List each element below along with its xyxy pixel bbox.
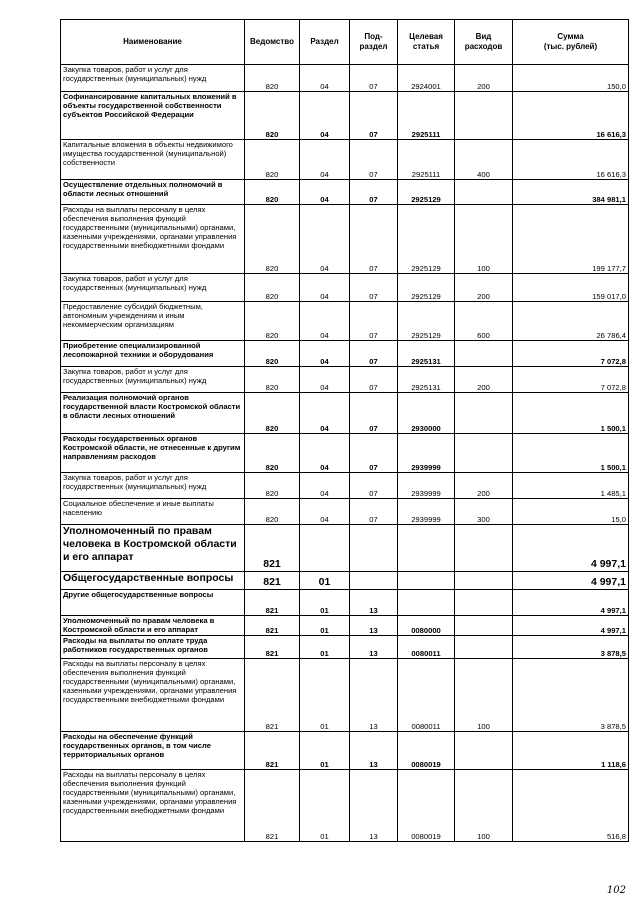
cell-name: Расходы на выплаты персоналу в целях обеспечения выполнения функций государственными (муниципальными) органами, казенными учреждениями, органами управления государственными внебюджетными фондами bbox=[61, 770, 245, 842]
cell-subsection bbox=[350, 572, 398, 590]
cell-subsection: 13 bbox=[350, 659, 398, 732]
cell-name: Софинансирование капитальных вложений в объекты государственной собственности субъектов Российской Федерации bbox=[61, 92, 245, 140]
cell-exptype bbox=[455, 525, 513, 572]
cell-section: 04 bbox=[300, 92, 350, 140]
cell-dept: 820 bbox=[245, 302, 300, 341]
cell-subsection: 07 bbox=[350, 393, 398, 434]
cell-dept: 820 bbox=[245, 367, 300, 393]
cell-name: Закупка товаров, работ и услуг для государственных (муниципальных) нужд bbox=[61, 473, 245, 499]
cell-target: 2930000 bbox=[398, 393, 455, 434]
cell-target bbox=[398, 590, 455, 616]
cell-dept: 820 bbox=[245, 473, 300, 499]
table-row bbox=[61, 92, 629, 140]
cell-dept: 820 bbox=[245, 205, 300, 274]
cell-section: 01 bbox=[300, 572, 350, 590]
cell-name: Капитальные вложения в объекты недвижимого имущества государственной (муниципальной) собственности bbox=[61, 140, 245, 180]
table-row bbox=[61, 367, 629, 393]
cell-sum: 7 072,8 bbox=[513, 367, 629, 393]
cell-subsection: 07 bbox=[350, 65, 398, 92]
cell-target: 2925111 bbox=[398, 140, 455, 180]
table-row bbox=[61, 770, 629, 842]
cell-subsection: 13 bbox=[350, 732, 398, 770]
cell-subsection: 07 bbox=[350, 341, 398, 367]
cell-exptype: 300 bbox=[455, 499, 513, 525]
cell-name: Расходы государственных органов Костромской области, не отнесенные к другим направлениям расходов bbox=[61, 434, 245, 473]
cell-target: 2939999 bbox=[398, 434, 455, 473]
table-row bbox=[61, 434, 629, 473]
table-row bbox=[61, 205, 629, 274]
budget-table bbox=[60, 19, 629, 842]
cell-sum: 7 072,8 bbox=[513, 341, 629, 367]
cell-name: Реализация полномочий органов государственной власти Костромской области в области лесных отношений bbox=[61, 393, 245, 434]
cell-sum: 516,8 bbox=[513, 770, 629, 842]
cell-exptype: 600 bbox=[455, 302, 513, 341]
cell-dept: 820 bbox=[245, 434, 300, 473]
cell-section: 04 bbox=[300, 341, 350, 367]
cell-exptype: 200 bbox=[455, 473, 513, 499]
cell-exptype bbox=[455, 180, 513, 205]
cell-name: Расходы на выплаты персоналу в целях обеспечения выполнения функций государственными (муниципальными) органами, казенными учреждениями, органами управления государственными внебюджетными фондами bbox=[61, 205, 245, 274]
cell-subsection: 07 bbox=[350, 92, 398, 140]
table-row bbox=[61, 590, 629, 616]
cell-dept: 820 bbox=[245, 92, 300, 140]
cell-exptype: 200 bbox=[455, 274, 513, 302]
cell-sum: 1 118,6 bbox=[513, 732, 629, 770]
cell-exptype bbox=[455, 92, 513, 140]
cell-exptype bbox=[455, 572, 513, 590]
cell-name: Расходы на выплаты персоналу в целях обеспечения выполнения функций государственными (муниципальными) органами, казенными учреждениями, органами управления государственными внебюджетными фондами bbox=[61, 659, 245, 732]
cell-target: 2924001 bbox=[398, 65, 455, 92]
table-header-row bbox=[61, 20, 629, 65]
header-name: Наименование bbox=[61, 20, 245, 65]
cell-subsection: 13 bbox=[350, 770, 398, 842]
cell-section: 04 bbox=[300, 140, 350, 180]
cell-dept: 820 bbox=[245, 274, 300, 302]
cell-exptype: 100 bbox=[455, 770, 513, 842]
cell-subsection: 13 bbox=[350, 616, 398, 636]
cell-target bbox=[398, 572, 455, 590]
table-row bbox=[61, 525, 629, 572]
cell-subsection: 07 bbox=[350, 434, 398, 473]
table-row bbox=[61, 393, 629, 434]
cell-subsection bbox=[350, 525, 398, 572]
cell-target: 2925129 bbox=[398, 302, 455, 341]
cell-target: 0080019 bbox=[398, 732, 455, 770]
cell-section: 04 bbox=[300, 302, 350, 341]
table-row bbox=[61, 572, 629, 590]
cell-subsection: 13 bbox=[350, 636, 398, 659]
cell-dept: 821 bbox=[245, 572, 300, 590]
cell-exptype bbox=[455, 393, 513, 434]
cell-subsection: 07 bbox=[350, 473, 398, 499]
cell-section: 01 bbox=[300, 616, 350, 636]
cell-section: 01 bbox=[300, 659, 350, 732]
cell-name: Приобретение специализированной лесопожарной техники и оборудования bbox=[61, 341, 245, 367]
cell-dept: 821 bbox=[245, 770, 300, 842]
cell-target: 2925131 bbox=[398, 341, 455, 367]
cell-section: 01 bbox=[300, 732, 350, 770]
cell-section: 01 bbox=[300, 590, 350, 616]
cell-dept: 821 bbox=[245, 659, 300, 732]
cell-name: Расходы на выплаты по оплате труда работников государственных органов bbox=[61, 636, 245, 659]
cell-subsection: 07 bbox=[350, 140, 398, 180]
cell-subsection: 13 bbox=[350, 590, 398, 616]
table-row bbox=[61, 341, 629, 367]
cell-subsection: 07 bbox=[350, 302, 398, 341]
cell-exptype bbox=[455, 636, 513, 659]
cell-target: 2925111 bbox=[398, 92, 455, 140]
cell-sum: 16 616,3 bbox=[513, 140, 629, 180]
cell-dept: 820 bbox=[245, 180, 300, 205]
cell-name: Закупка товаров, работ и услуг для государственных (муниципальных) нужд bbox=[61, 65, 245, 92]
cell-sum: 4 997,1 bbox=[513, 590, 629, 616]
cell-name: Другие общегосударственные вопросы bbox=[61, 590, 245, 616]
cell-exptype: 100 bbox=[455, 659, 513, 732]
cell-sum: 4 997,1 bbox=[513, 572, 629, 590]
cell-exptype bbox=[455, 616, 513, 636]
cell-subsection: 07 bbox=[350, 205, 398, 274]
table-row bbox=[61, 302, 629, 341]
cell-exptype: 200 bbox=[455, 65, 513, 92]
cell-name: Уполномоченный по правам человека в Костромской области и его аппарат bbox=[61, 616, 245, 636]
header-target: Целевая статья bbox=[398, 20, 455, 65]
cell-name: Общегосударственные вопросы bbox=[61, 572, 245, 590]
cell-sum: 16 616,3 bbox=[513, 92, 629, 140]
table-row bbox=[61, 499, 629, 525]
cell-dept: 821 bbox=[245, 616, 300, 636]
cell-target: 2939999 bbox=[398, 499, 455, 525]
cell-target bbox=[398, 525, 455, 572]
cell-dept: 820 bbox=[245, 140, 300, 180]
table-row bbox=[61, 636, 629, 659]
cell-exptype: 400 bbox=[455, 140, 513, 180]
cell-exptype: 100 bbox=[455, 205, 513, 274]
cell-dept: 821 bbox=[245, 636, 300, 659]
cell-sum: 3 878,5 bbox=[513, 659, 629, 732]
cell-sum: 199 177,7 bbox=[513, 205, 629, 274]
cell-section: 01 bbox=[300, 770, 350, 842]
header-subsection: Под- раздел bbox=[350, 20, 398, 65]
cell-section bbox=[300, 525, 350, 572]
cell-sum: 1 500,1 bbox=[513, 434, 629, 473]
cell-section: 04 bbox=[300, 367, 350, 393]
cell-subsection: 07 bbox=[350, 499, 398, 525]
table-row bbox=[61, 659, 629, 732]
cell-sum: 3 878,5 bbox=[513, 636, 629, 659]
cell-section: 04 bbox=[300, 393, 350, 434]
table-row bbox=[61, 180, 629, 205]
cell-dept: 821 bbox=[245, 590, 300, 616]
cell-subsection: 07 bbox=[350, 274, 398, 302]
cell-section: 04 bbox=[300, 499, 350, 525]
cell-section: 04 bbox=[300, 473, 350, 499]
cell-target: 2925131 bbox=[398, 367, 455, 393]
cell-target: 0080011 bbox=[398, 659, 455, 732]
cell-sum: 15,0 bbox=[513, 499, 629, 525]
cell-target: 0080011 bbox=[398, 636, 455, 659]
cell-sum: 1 485,1 bbox=[513, 473, 629, 499]
table-row bbox=[61, 473, 629, 499]
cell-sum: 150,0 bbox=[513, 65, 629, 92]
cell-target: 0080019 bbox=[398, 770, 455, 842]
cell-name: Закупка товаров, работ и услуг для государственных (муниципальных) нужд bbox=[61, 367, 245, 393]
cell-dept: 821 bbox=[245, 525, 300, 572]
cell-dept: 820 bbox=[245, 65, 300, 92]
cell-dept: 820 bbox=[245, 341, 300, 367]
cell-sum: 4 997,1 bbox=[513, 525, 629, 572]
cell-exptype bbox=[455, 434, 513, 473]
cell-sum: 159 017,0 bbox=[513, 274, 629, 302]
table-row bbox=[61, 732, 629, 770]
table-row bbox=[61, 274, 629, 302]
cell-subsection: 07 bbox=[350, 367, 398, 393]
cell-exptype bbox=[455, 341, 513, 367]
cell-target: 0080000 bbox=[398, 616, 455, 636]
cell-target: 2939999 bbox=[398, 473, 455, 499]
cell-sum: 26 786,4 bbox=[513, 302, 629, 341]
cell-name: Социальное обеспечение и иные выплаты населению bbox=[61, 499, 245, 525]
cell-target: 2925129 bbox=[398, 274, 455, 302]
cell-target: 2925129 bbox=[398, 180, 455, 205]
cell-sum: 384 981,1 bbox=[513, 180, 629, 205]
cell-name: Расходы на обеспечение функций государственных органов, в том числе территориальных органов bbox=[61, 732, 245, 770]
header-exptype: Вид расходов bbox=[455, 20, 513, 65]
cell-dept: 820 bbox=[245, 499, 300, 525]
header-sum: Сумма (тыс. рублей) bbox=[513, 20, 629, 65]
cell-exptype: 200 bbox=[455, 367, 513, 393]
cell-section: 04 bbox=[300, 274, 350, 302]
cell-section: 04 bbox=[300, 65, 350, 92]
table-row bbox=[61, 140, 629, 180]
table-row bbox=[61, 65, 629, 92]
cell-dept: 820 bbox=[245, 393, 300, 434]
header-dept: Ведомство bbox=[245, 20, 300, 65]
cell-sum: 1 500,1 bbox=[513, 393, 629, 434]
cell-section: 04 bbox=[300, 434, 350, 473]
cell-name: Закупка товаров, работ и услуг для государственных (муниципальных) нужд bbox=[61, 274, 245, 302]
cell-exptype bbox=[455, 590, 513, 616]
header-section: Раздел bbox=[300, 20, 350, 65]
cell-name: Предоставление субсидий бюджетным, автономным учреждениям и иным некоммерческим организациям bbox=[61, 302, 245, 341]
cell-name: Уполномоченный по правам человека в Костромской области и его аппарат bbox=[61, 525, 245, 572]
cell-section: 04 bbox=[300, 180, 350, 205]
cell-name: Осуществление отдельных полномочий в области лесных отношений bbox=[61, 180, 245, 205]
cell-section: 04 bbox=[300, 205, 350, 274]
cell-section: 01 bbox=[300, 636, 350, 659]
table-row bbox=[61, 616, 629, 636]
cell-subsection: 07 bbox=[350, 180, 398, 205]
cell-dept: 821 bbox=[245, 732, 300, 770]
cell-exptype bbox=[455, 732, 513, 770]
cell-sum: 4 997,1 bbox=[513, 616, 629, 636]
cell-target: 2925129 bbox=[398, 205, 455, 274]
page-number: 102 bbox=[606, 885, 626, 896]
